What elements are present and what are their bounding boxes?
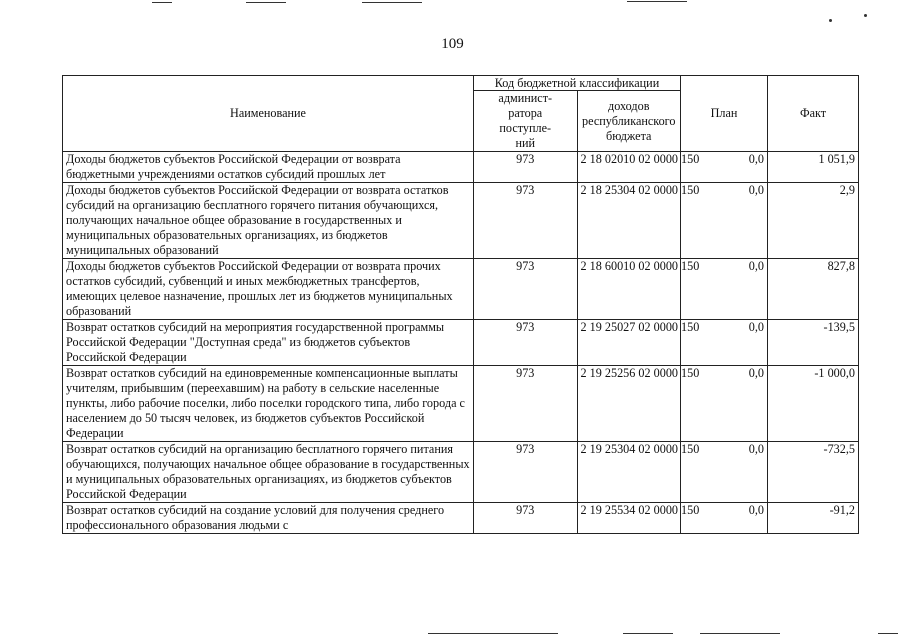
table-row — [63, 183, 859, 259]
scan-artifact-line — [428, 633, 558, 634]
cell-fact: -1 000,0 — [768, 366, 859, 442]
cell-administrator: 973 — [474, 183, 578, 259]
table-row — [63, 259, 859, 320]
cell-code: 2 18 02010 02 0000 150 — [577, 152, 681, 183]
header-administrator-line: поступле- — [499, 121, 552, 135]
header-administrator-line: админист- — [498, 91, 553, 105]
cell-plan: 0,0 — [681, 152, 768, 183]
cell-fact: -91,2 — [768, 503, 859, 534]
cell-code: 2 18 60010 02 0000 150 — [577, 259, 681, 320]
header-income-line: бюджета — [606, 128, 652, 143]
cell-name: Возврат остатков субсидий на создание условий для получения среднего профессионального образования людьми с — [63, 503, 474, 534]
table-row — [63, 320, 859, 366]
scan-artifact-line — [362, 2, 422, 3]
cell-code: 2 19 25256 02 0000 150 — [577, 366, 681, 442]
header-income — [577, 91, 681, 152]
table-row — [63, 442, 859, 503]
cell-fact: 1 051,9 — [768, 152, 859, 183]
cell-plan: 0,0 — [681, 320, 768, 366]
cell-name: Доходы бюджетов субъектов Российской Федерации от возврата бюджетными учреждениями остатков субсидий прошлых лет — [63, 152, 474, 183]
header-fact: Факт — [768, 76, 859, 152]
cell-administrator: 973 — [474, 366, 578, 442]
cell-fact: -139,5 — [768, 320, 859, 366]
cell-fact: 827,8 — [768, 259, 859, 320]
page-number: 109 — [441, 36, 464, 52]
cell-name: Доходы бюджетов субъектов Российской Федерации от возврата остатков субсидий на организацию бесплатного горячего питания обучающихся, получающих начальное общее образование в государственных и муниципальных образовательных организациях, из бюджетов муниципальных образований — [63, 183, 474, 259]
header-income-line: доходов — [608, 98, 650, 113]
scan-artifact-dot — [864, 14, 867, 17]
cell-code: 2 18 25304 02 0000 150 — [577, 183, 681, 259]
table-row — [63, 503, 859, 534]
header-administrator-line: ратора — [508, 106, 543, 120]
scan-artifact-line — [700, 633, 780, 634]
header-name: Наименование — [63, 76, 474, 152]
cell-plan: 0,0 — [681, 442, 768, 503]
scan-artifact-line — [623, 633, 673, 634]
header-income-line: республиканского — [582, 113, 676, 128]
cell-code: 2 19 25534 02 0000 150 — [577, 503, 681, 534]
cell-plan: 0,0 — [681, 259, 768, 320]
scan-artifact-dot — [829, 19, 832, 22]
table-row — [63, 366, 859, 442]
cell-name: Возврат остатков субсидий на единовременные компенсационные выплаты учителям, прибывшим (переехавшим) на работу в сельские населенные пункты, либо рабочие поселки, либо поселки городского типа, либо города с населением до 50 тысяч человек, из бюджетов субъектов Российской Федерации — [63, 366, 474, 442]
scan-artifact-line — [246, 2, 286, 3]
cell-administrator: 973 — [474, 320, 578, 366]
cell-plan: 0,0 — [681, 183, 768, 259]
cell-plan: 0,0 — [681, 503, 768, 534]
header-code-group: Код бюджетной классификации — [474, 76, 681, 91]
header-administrator — [474, 91, 578, 152]
cell-administrator: 973 — [474, 442, 578, 503]
cell-plan: 0,0 — [681, 366, 768, 442]
header-plan: План — [681, 76, 768, 152]
header-row-top — [63, 76, 859, 91]
cell-administrator: 973 — [474, 152, 578, 183]
cell-code: 2 19 25027 02 0000 150 — [577, 320, 681, 366]
scan-artifact-line — [152, 2, 172, 3]
cell-administrator: 973 — [474, 259, 578, 320]
cell-code: 2 19 25304 02 0000 150 — [577, 442, 681, 503]
budget-classification-table — [62, 75, 859, 534]
cell-name: Возврат остатков субсидий на организацию бесплатного горячего питания обучающихся, получающих начальное общее образование в государственных и муниципальных образовательных организациях, из бюджетов субъектов Российской Федерации — [63, 442, 474, 503]
cell-fact: 2,9 — [768, 183, 859, 259]
scan-artifact-line — [878, 633, 898, 634]
cell-name: Возврат остатков субсидий на мероприятия государственной программы Российской Федерации "Доступная среда" из бюджетов субъектов Российской Федерации — [63, 320, 474, 366]
cell-fact: -732,5 — [768, 442, 859, 503]
cell-administrator: 973 — [474, 503, 578, 534]
cell-name: Доходы бюджетов субъектов Российской Федерации от возврата прочих остатков субсидий, субвенций и иных межбюджетных трансфертов, имеющих целевое назначение, прошлых лет из бюджетов муниципальных образований — [63, 259, 474, 320]
scan-artifact-line — [627, 1, 687, 2]
table-row — [63, 152, 859, 183]
header-administrator-line: ний — [515, 136, 536, 150]
